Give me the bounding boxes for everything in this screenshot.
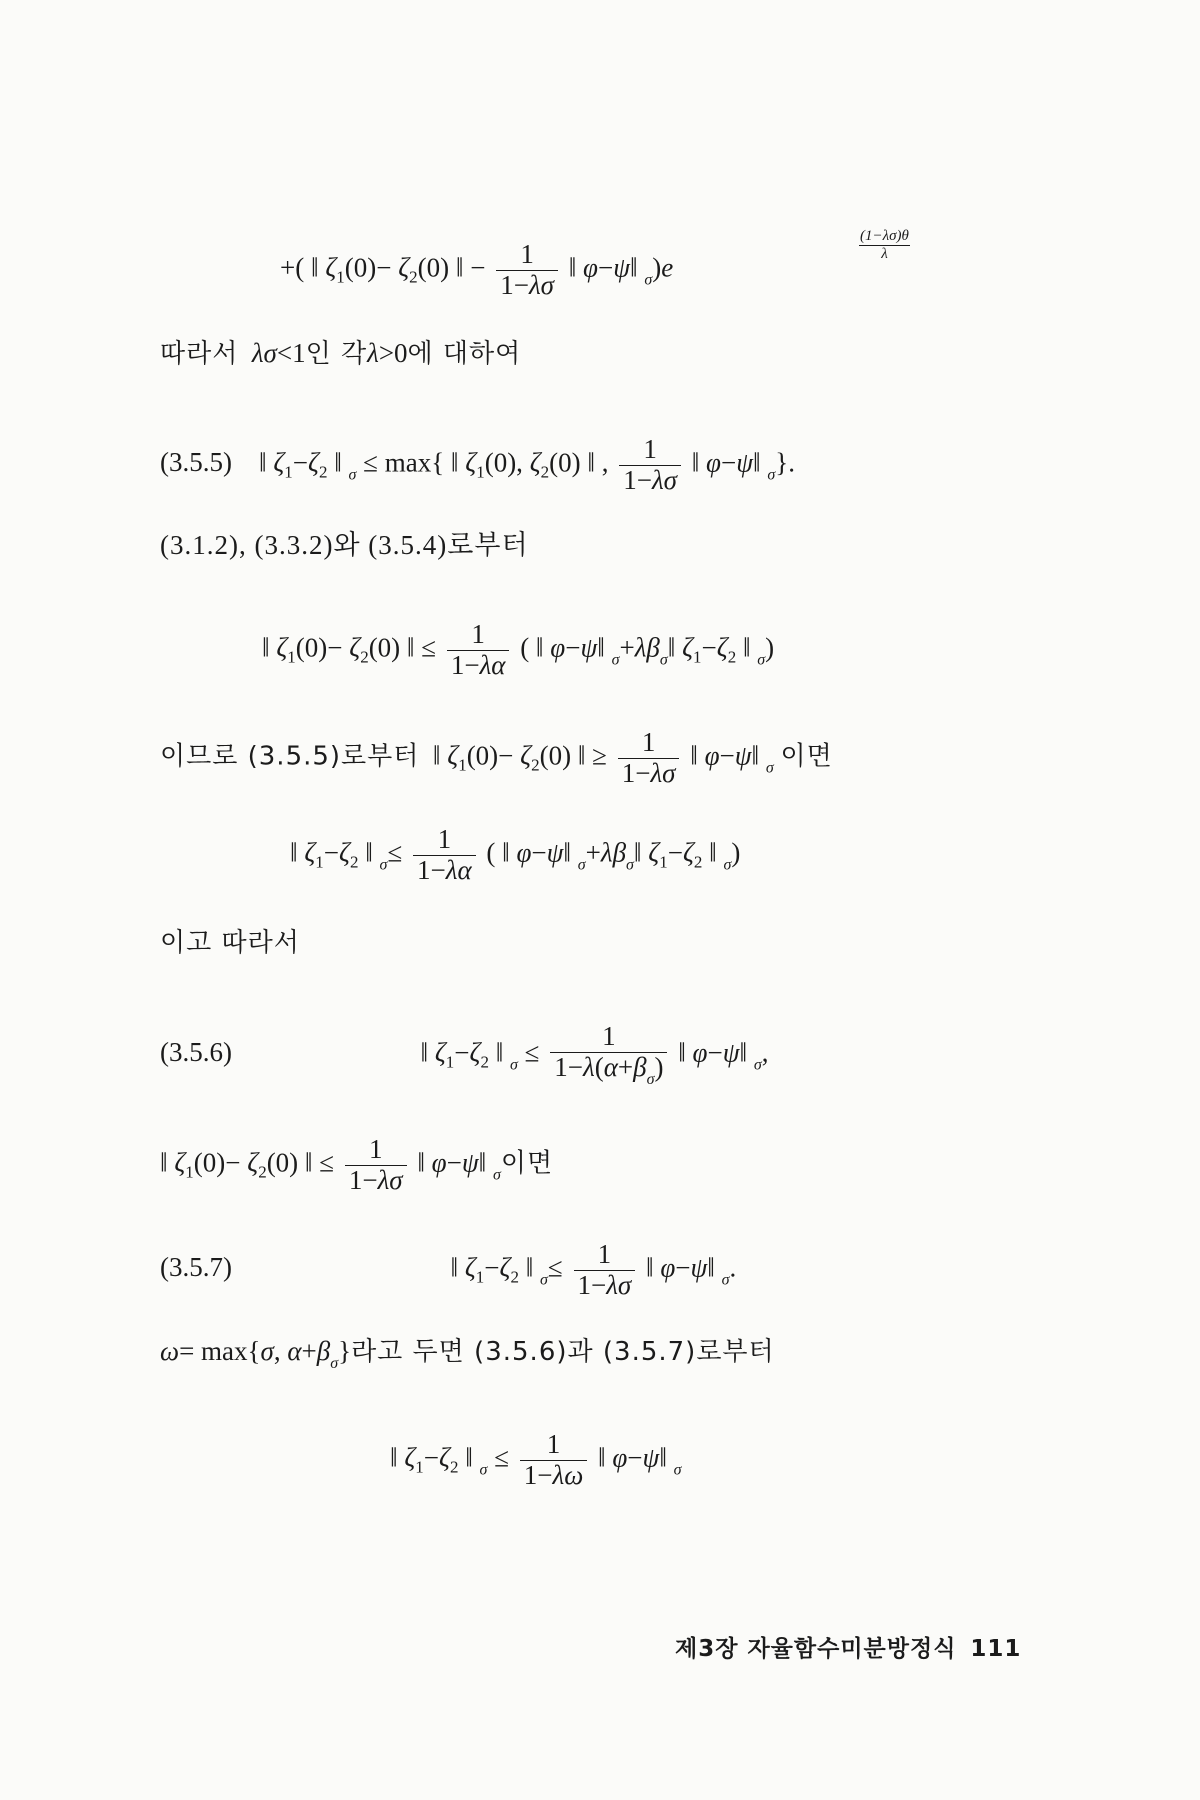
chapter-title: 제3장 자율함수미분방정식	[675, 1636, 957, 1662]
page-number: 111	[970, 1636, 1022, 1662]
exponent: $\frac{(1-\lambda\sigma)\theta}{\lambda}$	[860, 228, 909, 262]
page-footer	[675, 1630, 1021, 1663]
equation-line-5: ‖ $\zeta_1(0)- \zeta_2(0)$ ‖ ≤ $\frac{1}{1-\lambda\alpha}$ ( ‖ φ−ψ‖ $_\sigma+\lambda\beta_\sigma‖$ $\zeta_1-\zeta_2$ ‖ $_\sigma$)	[262, 619, 775, 680]
equation-line-7: ‖ $\zeta_1-\zeta_2$ ‖ $_\sigma$≤ $\frac{1}{1-\lambda\alpha}$ ( ‖ φ−ψ‖ $_\sigma+\lambda\beta_\sigma‖$ $\zeta_1-\zeta_2$ ‖ $_\sigma$)	[290, 824, 741, 885]
equation-line-13: ‖ $\zeta_1-\zeta_2$ ‖ $_\sigma$ ≤ $\frac{1}{1-\lambda\omega}$ ‖ φ−ψ‖ $_\sigma$	[390, 1429, 682, 1490]
text-line-2: 따라서 λσ<1인 각λ>0에 대하여	[160, 338, 522, 369]
text-line-6: 이므로 (3.5.5)로부터 ‖ $\zeta_1(0)- \zeta_2(0)$ ‖ ≥ $\frac{1}{1-\lambda\sigma}$ ‖ φ−ψ‖ $_\sigma$ 이면	[160, 727, 833, 788]
equation-3-5-5: (3.5.5) ‖ $\zeta_1-\zeta_2$ ‖ $_\sigma$ ≤ max{ ‖ $\zeta_1(0)$, $\zeta_2(0)$ ‖ , $\frac{1}{1-\lambda\sigma}$ ‖ φ−ψ‖ $_\sigma$}.	[160, 434, 795, 495]
equation-3-5-7: (3.5.7) ‖ $\zeta_1-\zeta_2$ ‖ $_\sigma$≤ $\frac{1}{1-\lambda\sigma}$ ‖ φ−ψ‖ $_\sigma$.	[160, 1239, 737, 1300]
equation-line-1: +( ‖ $\zeta_1(0)- \zeta_2(0)$ ‖ − $\frac{1}{1-\lambda\sigma}$ ‖ φ−ψ‖ $_\sigma$)e	[280, 239, 674, 300]
text-line-12: ω= max{σ, $\alpha+\beta_\sigma$}라고 두면 (3.5.6)과 (3.5.7)로부터	[160, 1336, 775, 1372]
equation-3-5-6: (3.5.6) ‖ $\zeta_1-\zeta_2$ ‖ $_\sigma$ ≤ $\frac{1}{1-\lambda(\alpha+\beta_\sigma)}$ ‖ φ−ψ‖ $_\sigma$,	[160, 1021, 769, 1088]
text-line-4: (3.1.2), (3.3.2)와 (3.5.4)로부터	[160, 530, 529, 560]
equation-line-10: ‖ $\zeta_1(0)- \zeta_2(0)$ ‖ ≤ $\frac{1}{1-\lambda\sigma}$ ‖ φ−ψ‖ $_\sigma$이면	[160, 1134, 554, 1195]
text-line-8: 이고 따라서	[160, 928, 300, 958]
